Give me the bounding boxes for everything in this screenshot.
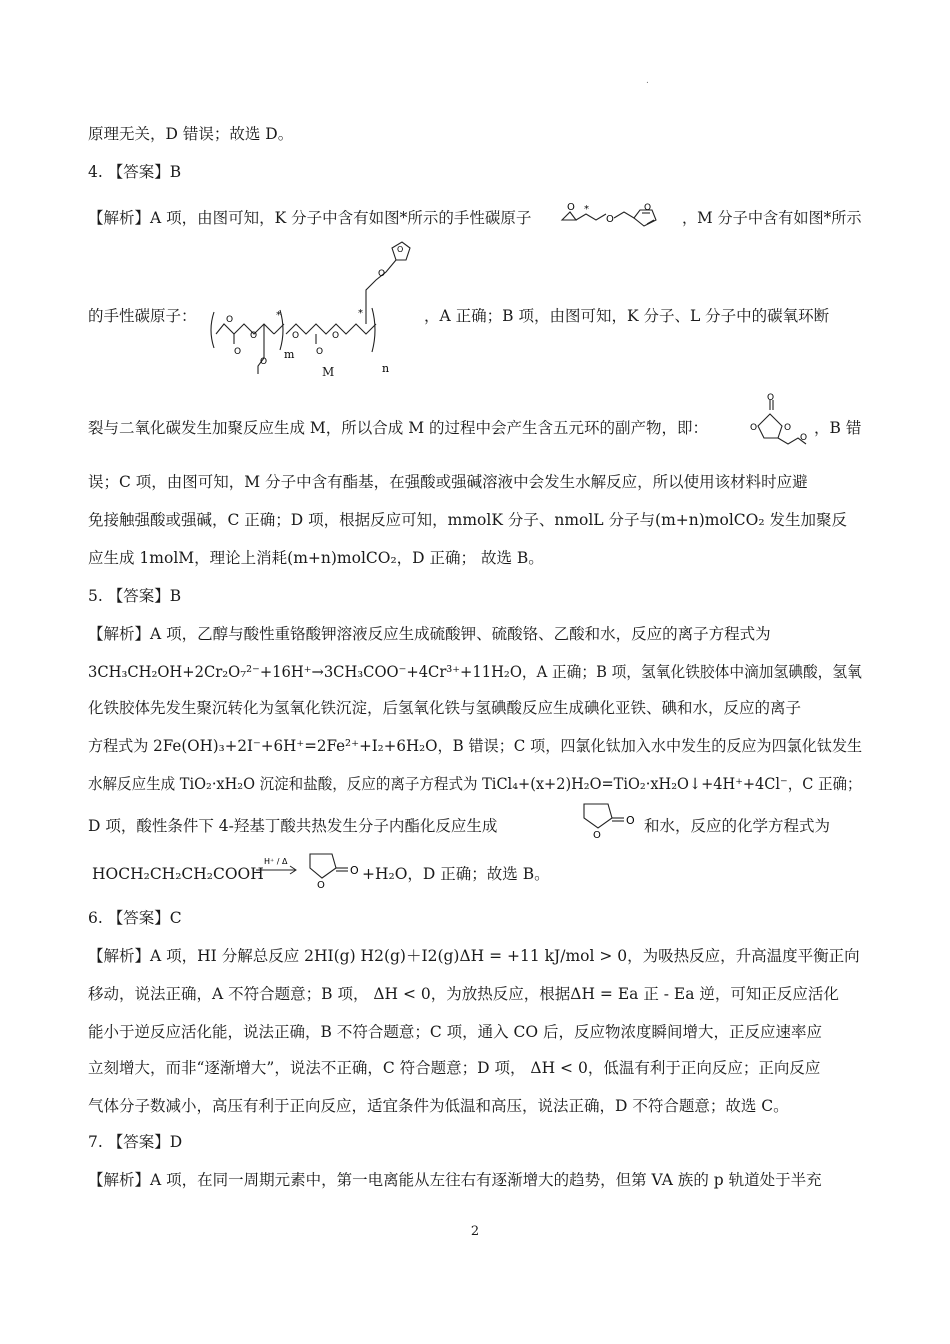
svg-text:O: O bbox=[250, 331, 258, 341]
q6-line2: 移动，说法正确，A 不符合题意；B 项， ΔH < 0，为放热反应，根据ΔH = Ea 正 - Ea 逆，可知正反应活化 bbox=[88, 985, 839, 1003]
svg-text:O: O bbox=[316, 347, 324, 357]
q4-line3a: 裂与二氧化碳发生加聚反应生成 M，所以合成 M 的过程中会产生含五元环的副产物，即： bbox=[88, 419, 709, 437]
product-carbonyl-oxygen: O bbox=[350, 864, 359, 877]
svg-text:O: O bbox=[397, 245, 404, 254]
q5-line3: 化铁胶体先发生聚沉转化为氢氧化铁沉淀，后氢氧化铁与氢碘酸反应生成碘化亚铁、碘和水，反应的离子 bbox=[88, 699, 802, 717]
chiral-star: * bbox=[584, 204, 589, 215]
m-subscript: m bbox=[284, 348, 295, 361]
q4-line3b: ，B 错 bbox=[814, 419, 862, 437]
polymer-label: M bbox=[322, 365, 335, 379]
svg-text:O: O bbox=[800, 433, 808, 443]
ring-oxygen: O bbox=[593, 830, 601, 840]
svg-text:O: O bbox=[292, 331, 300, 341]
svg-text:O: O bbox=[767, 393, 775, 403]
q5-line2: 3CH₃CH₂OH+2Cr₂O₇²⁻+16H⁺→3CH₃COO⁻+4Cr³⁺+11H₂O，A 正确；B 项，氢氧化铁胶体中滴加氢碘酸，氢氧 bbox=[88, 663, 862, 681]
svg-text:O: O bbox=[234, 347, 242, 357]
q4-line4: 误；C 项，由图可知，M 分子中含有酯基，在强酸或强碱溶液中会发生水解反应，所以使用该材料时应避 bbox=[88, 473, 808, 491]
lactone-structure bbox=[580, 796, 644, 840]
q6-line4: 立刻增大，而非“逐渐增大”，说法不正确，C 符合题意；D 项， ΔH < 0，低温有利于正向反应；正向反应 bbox=[88, 1059, 821, 1077]
q5-line5: 水解反应生成 TiO₂·xH₂O 沉淀和盐酸，反应的离子方程式为 TiCl₄+(x+2)H₂O=TiO₂·xH₂O↓+4H⁺+4Cl⁻，C 正确； bbox=[88, 775, 862, 793]
top-mark: . bbox=[646, 76, 649, 86]
q4-line2b: ，A 正确；B 项，由图可知，K 分子、L 分子中的碳氧环断 bbox=[424, 307, 830, 325]
q6-line3: 能小于逆反应活化能，说法正确，B 不符合题意；C 项，通入 CO 后，反应物浓度瞬间增大，正反应速率应 bbox=[88, 1023, 823, 1041]
chiral-star-2: * bbox=[358, 308, 363, 319]
svg-text:O: O bbox=[260, 357, 268, 367]
svg-text:O: O bbox=[378, 269, 386, 279]
lactone-product-structure bbox=[306, 846, 366, 890]
q5-line6a: D 项，酸性条件下 4-羟基丁酸共热发生分子内酯化反应生成 bbox=[88, 817, 498, 835]
q4-line1b: ，M 分子中含有如图*所示 bbox=[682, 209, 862, 227]
q4-line6: 应生成 1molM，理论上消耗(m+n)molCO₂，D 正确； 故选 B。 bbox=[88, 549, 544, 567]
svg-text:O: O bbox=[750, 423, 758, 433]
q4-line1a: 【解析】A 项，由图可知，K 分子中含有如图*所示的手性碳原子 bbox=[88, 209, 532, 227]
svg-text:O: O bbox=[567, 202, 575, 213]
carbonyl-oxygen: O bbox=[626, 814, 635, 827]
q5-line7b: +H₂O，D 正确；故选 B。 bbox=[362, 865, 550, 883]
cyclic-carbonate-byproduct-structure bbox=[748, 392, 814, 454]
q7-line1: 【解析】A 项，在同一周期元素中，第一电离能从左往右有逐渐增大的趋势，但第 VA 族的 p 轨道处于半充 bbox=[88, 1171, 822, 1189]
q4-answer: 4. 【答案】B bbox=[88, 163, 182, 181]
q6-line5: 气体分子数减小，高压有利于正向反应，适宜条件为低温和高压，说法正确，D 不符合题意；故选 C。 bbox=[88, 1097, 789, 1115]
svg-text:O: O bbox=[332, 331, 340, 341]
q6-line1: 【解析】A 项，HI 分解总反应 2HI(g) H2(g)＋I2(g)ΔH = +11 kJ/mol > 0，为吸热反应，升高温度平衡正向 bbox=[88, 947, 860, 965]
svg-text:O: O bbox=[784, 423, 792, 433]
svg-text:O: O bbox=[644, 203, 652, 213]
reaction-conditions: H⁺ / Δ bbox=[264, 857, 288, 866]
svg-text:O: O bbox=[606, 214, 614, 225]
q5-line4: 方程式为 2Fe(OH)₃+2I⁻+6H⁺=2Fe²⁺+I₂+6H₂O，B 错误；C 项，四氯化钛加入水中发生的反应为四氯化钛发生 bbox=[88, 737, 863, 755]
q5-answer: 5. 【答案】B bbox=[88, 587, 182, 605]
q7-answer: 7. 【答案】D bbox=[88, 1133, 183, 1151]
svg-text:O: O bbox=[226, 315, 234, 325]
q4-line5: 免接触强酸或强碱，C 正确；D 项，根据反应可知，mmolK 分子、nmolL 分子与(m+n)molCO₂ 发生加聚反 bbox=[88, 511, 847, 529]
q3-tail: 原理无关，D 错误；故选 D。 bbox=[88, 125, 294, 143]
q6-answer: 6. 【答案】C bbox=[88, 909, 182, 927]
n-subscript: n bbox=[382, 362, 390, 375]
k-molecule-structure bbox=[558, 200, 684, 234]
product-ring-oxygen: O bbox=[317, 880, 325, 890]
polymer-m-structure bbox=[206, 240, 416, 380]
q5-line6b: 和水，反应的化学方程式为 bbox=[644, 817, 831, 835]
page-number: 2 bbox=[470, 1224, 480, 1239]
q4-line2a: 的手性碳原子： bbox=[88, 307, 197, 325]
q5-line7a: HOCH₂CH₂CH₂COOH bbox=[92, 865, 264, 883]
q5-line1: 【解析】A 项，乙醇与酸性重铬酸钾溶液反应生成硫酸钾、硫酸铬、乙酸和水，反应的离子方程式为 bbox=[88, 625, 771, 643]
reaction-arrow bbox=[252, 852, 302, 886]
chiral-star-1: * bbox=[276, 310, 281, 321]
